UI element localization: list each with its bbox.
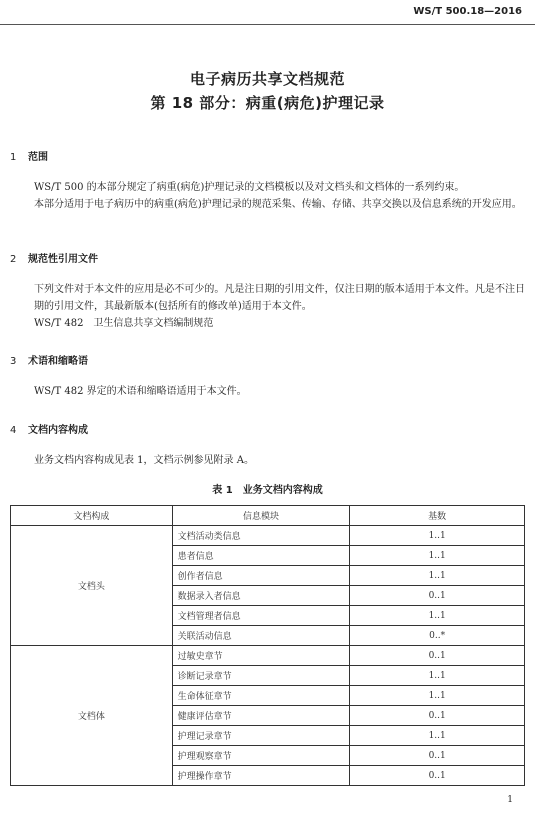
module-cell: 护理观察章节 [172, 746, 350, 766]
section-number: 4 [10, 425, 17, 436]
section-1-body [10, 179, 525, 213]
section-title: 术语和缩略语 [28, 356, 88, 367]
cardinality-cell: 0..1 [350, 586, 525, 606]
section-3-body [10, 383, 525, 400]
table-row [11, 646, 525, 666]
module-cell: 过敏史章节 [172, 646, 350, 666]
table-header-row [11, 506, 525, 526]
column-header: 基数 [350, 506, 525, 526]
cardinality-cell: 1..1 [350, 726, 525, 746]
section-number: 1 [10, 152, 17, 163]
module-cell: 健康评估章节 [172, 706, 350, 726]
group-cell: 文档头 [11, 526, 173, 646]
section-2-heading [10, 250, 98, 265]
header-rule [0, 24, 535, 25]
standard-code: WS/T 500.18—2016 [413, 6, 522, 17]
cardinality-cell: 1..1 [350, 666, 525, 686]
module-cell: 诊断记录章节 [172, 666, 350, 686]
section-number: 3 [10, 356, 17, 367]
cardinality-cell: 0..1 [350, 646, 525, 666]
section-2-body [10, 281, 525, 332]
module-cell: 关联活动信息 [172, 626, 350, 646]
module-cell: 护理操作章节 [172, 766, 350, 786]
module-cell: 文档管理者信息 [172, 606, 350, 626]
section-title: 文档内容构成 [28, 425, 88, 436]
page-number: 1 [507, 795, 513, 805]
doc-subtitle: 第 18 部分：病重(病危)护理记录 [150, 94, 385, 112]
module-cell: 文档活动类信息 [172, 526, 350, 546]
cardinality-cell: 1..1 [350, 546, 525, 566]
module-cell: 创作者信息 [172, 566, 350, 586]
column-header: 文档构成 [11, 506, 173, 526]
cardinality-cell: 0..1 [350, 706, 525, 726]
cardinality-cell: 1..1 [350, 606, 525, 626]
column-header: 信息模块 [172, 506, 350, 526]
cardinality-cell: 1..1 [350, 526, 525, 546]
paragraph: WS/T 482 界定的术语和缩略语适用于本文件。 [34, 386, 247, 397]
group-cell: 文档体 [11, 646, 173, 786]
cardinality-cell: 0..1 [350, 766, 525, 786]
section-number: 2 [10, 254, 17, 265]
module-cell: 护理记录章节 [172, 726, 350, 746]
module-cell: 患者信息 [172, 546, 350, 566]
paragraph: 下列文件对于本文件的应用是必不可少的。凡是注日期的引用文件，仅注日期的版本适用于本文件。凡是不注日期的引用文件，其最新版本(包括所有的修改单)适用于本文件。 [34, 284, 525, 312]
doc-title: 电子病历共享文档规范 [189, 70, 345, 88]
section-title: 范围 [28, 152, 48, 163]
table-row [11, 526, 525, 546]
cardinality-cell: 1..1 [350, 566, 525, 586]
section-4-body [10, 452, 525, 469]
content-table [10, 505, 525, 786]
section-4-heading [10, 421, 88, 436]
section-1-heading [10, 148, 48, 163]
paragraph: 本部分适用于电子病历中的病重(病危)护理记录的规范采集、传输、存储、共享交换以及信息系统的开发应用。 [34, 199, 522, 210]
paragraph: WS/T 500 的本部分规定了病重(病危)护理记录的文档模板以及对文档头和文档体的一系列约束。 [34, 182, 465, 193]
module-cell: 数据录入者信息 [172, 586, 350, 606]
paragraph: WS/T 482 卫生信息共享文档编制规范 [34, 318, 214, 329]
table-caption: 表 1 业务文档内容构成 [212, 485, 323, 496]
cardinality-cell: 1..1 [350, 686, 525, 706]
section-3-heading [10, 352, 88, 367]
section-title: 规范性引用文件 [28, 254, 98, 265]
paragraph: 业务文档内容构成见表 1，文档示例参见附录 A。 [34, 455, 254, 466]
cardinality-cell: 0..* [350, 626, 525, 646]
module-cell: 生命体征章节 [172, 686, 350, 706]
cardinality-cell: 0..1 [350, 746, 525, 766]
